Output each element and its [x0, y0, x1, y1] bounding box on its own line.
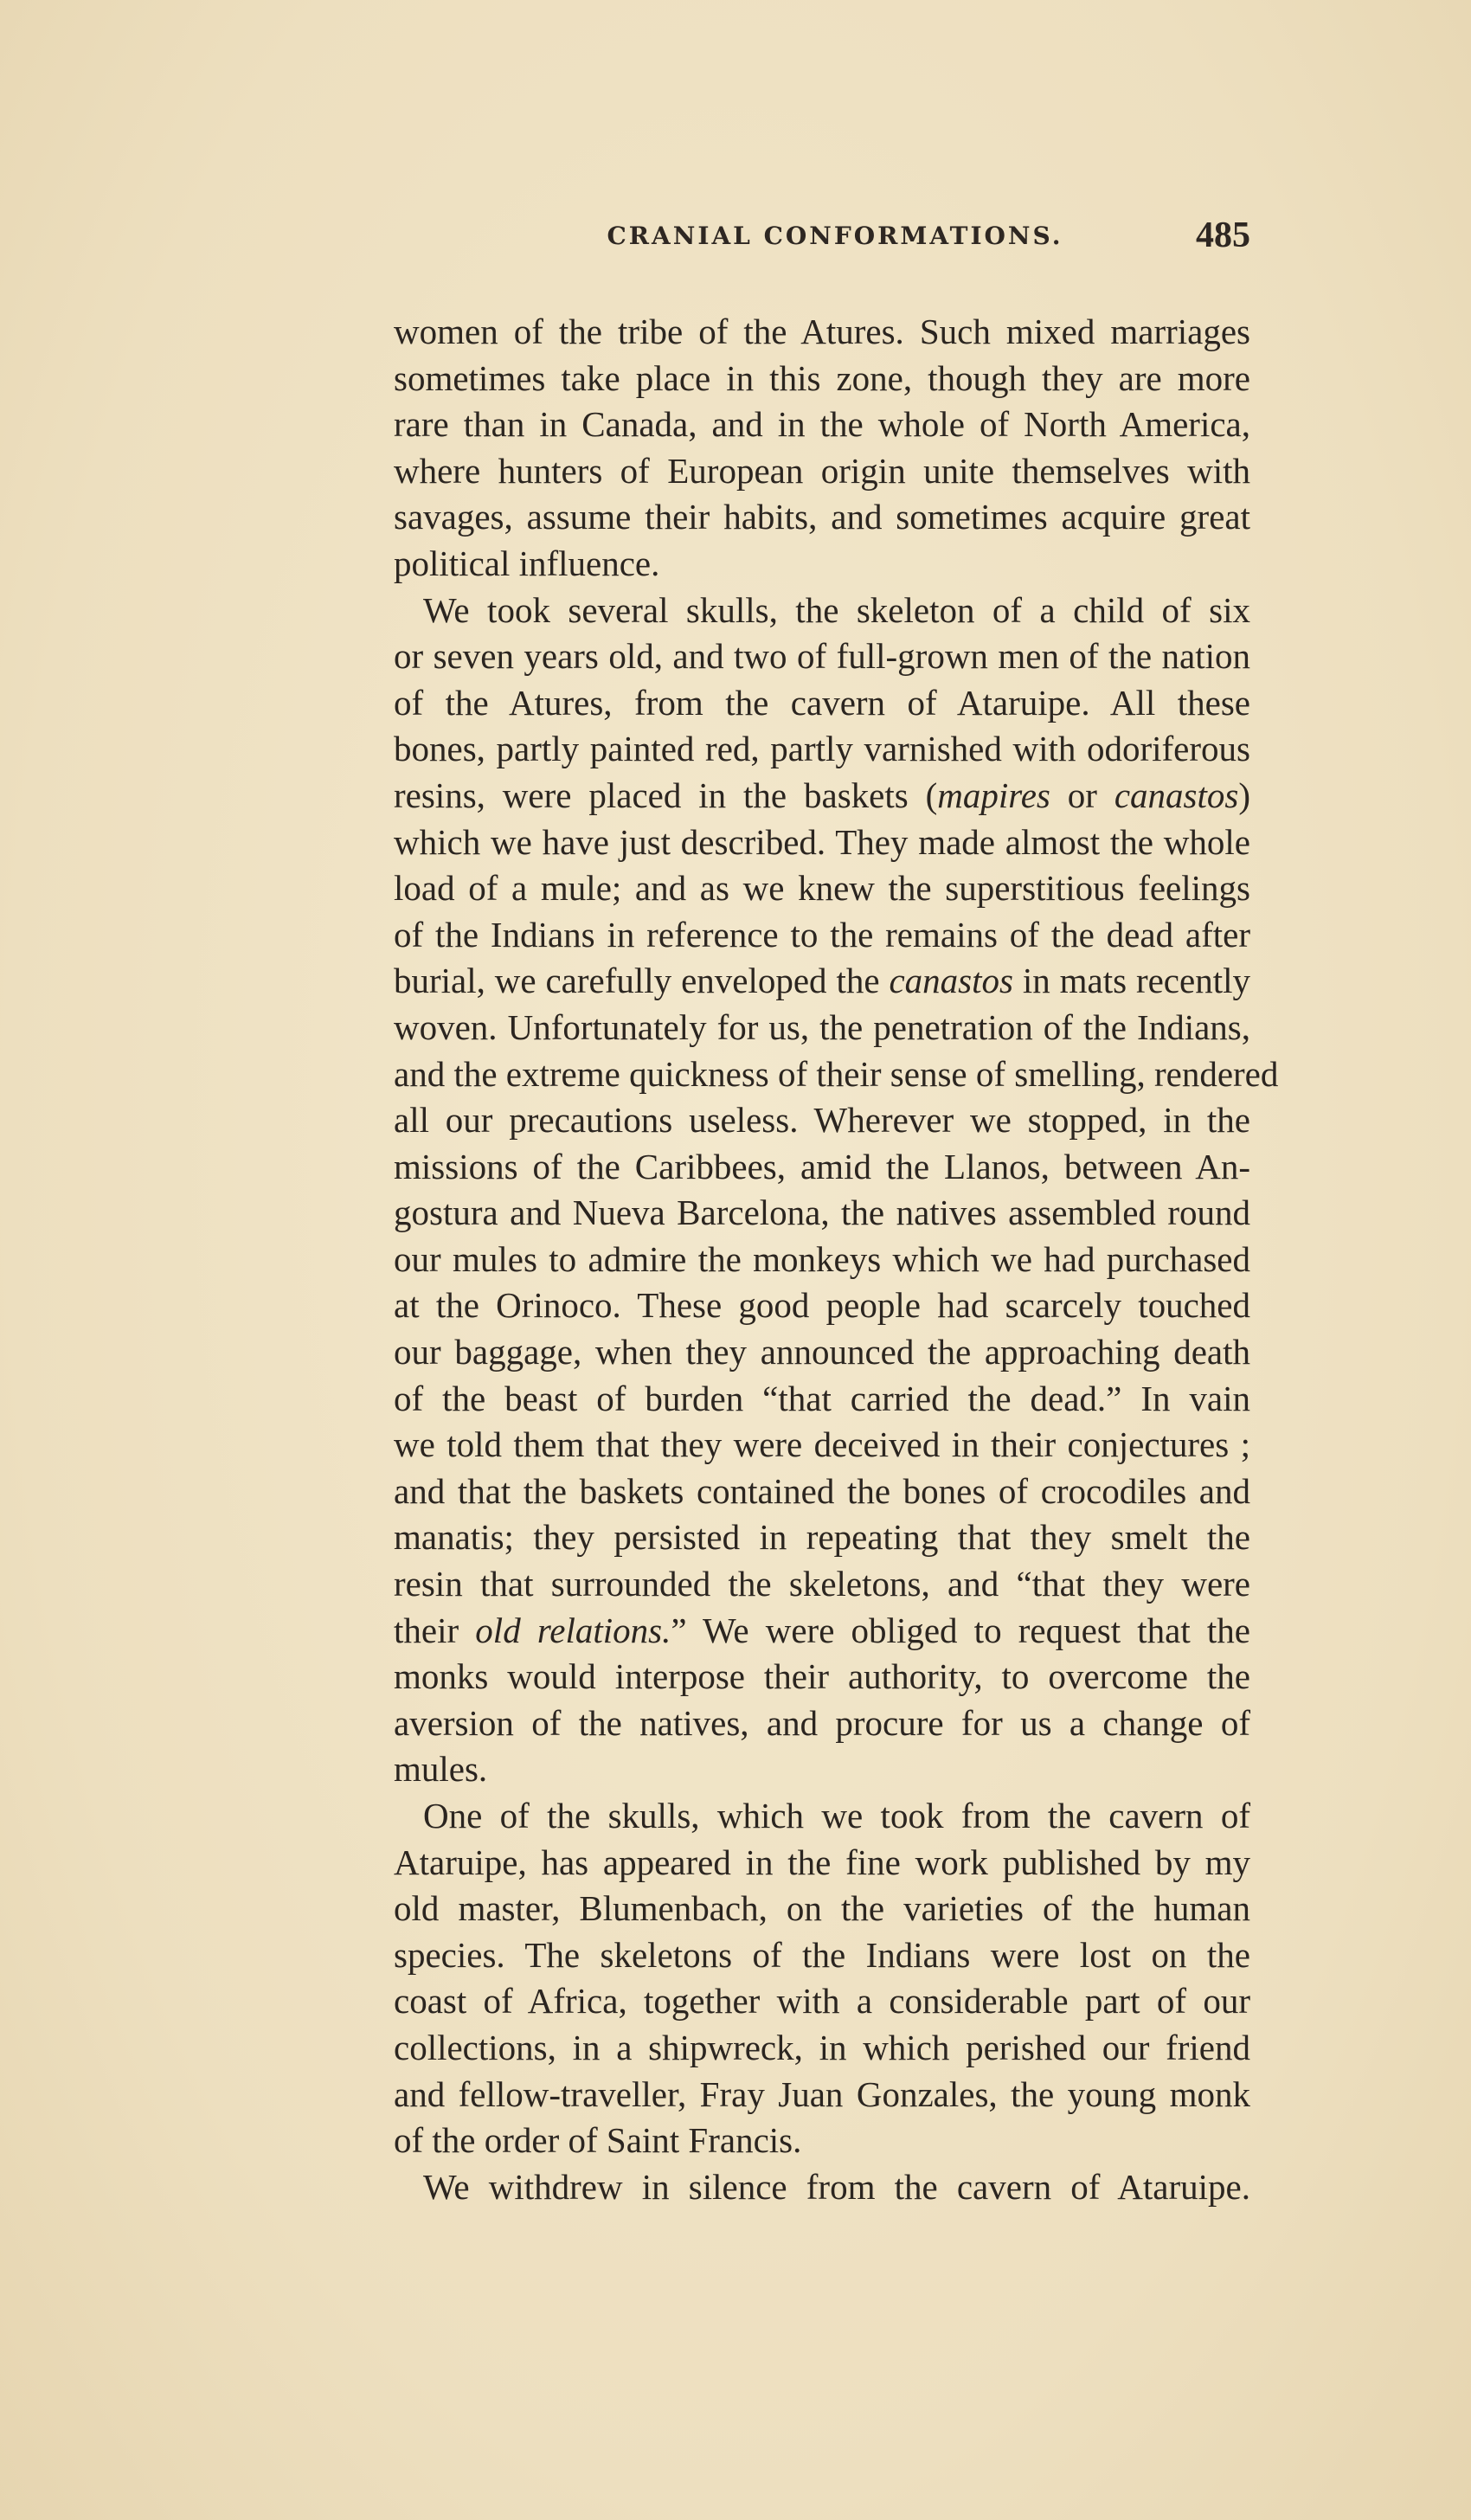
text-run: Ataruipe, has appeared in the fine work published by my	[394, 1842, 1250, 1882]
text-run: resins, were placed in the baskets (	[394, 775, 938, 815]
text-line	[394, 726, 1250, 773]
text-run: monks would interpose their authority, to overcome the	[394, 1656, 1250, 1697]
text-run: mules.	[394, 1749, 488, 1790]
text-line	[394, 1329, 1250, 1376]
text-line	[394, 1700, 1250, 1747]
text-line	[394, 1793, 1250, 1840]
text-line	[394, 1376, 1250, 1423]
text-run: or seven years old, and two of full-grown men of the nation	[394, 636, 1250, 677]
text-line	[394, 1005, 1250, 1051]
text-line	[394, 912, 1250, 959]
text-line	[394, 402, 1250, 448]
text-run: sometimes take place in this zone, though they are more	[394, 357, 1250, 398]
text-line	[394, 1978, 1250, 2025]
text-run: manatis; they persisted in repeating that they smelt the	[394, 1517, 1250, 1558]
text-line	[394, 1144, 1250, 1191]
text-line	[394, 1654, 1250, 1700]
text-run: where hunters of European origin unite themselves with	[394, 450, 1250, 491]
text-run: and that the baskets contained the bones of crocodiles and	[394, 1470, 1250, 1511]
text-line	[394, 958, 1250, 1005]
text-run: or	[1050, 775, 1114, 815]
text-run: savages, assume their habits, and sometimes acquire great	[394, 497, 1250, 537]
text-line	[394, 680, 1250, 727]
text-line	[394, 1422, 1250, 1469]
text-line	[394, 541, 1250, 588]
text-line	[394, 588, 1250, 634]
text-run: ” We were obliged to request that the	[671, 1610, 1251, 1650]
text-run: our baggage, when they announced the approaching death	[394, 1332, 1250, 1372]
text-line	[394, 2118, 1250, 2164]
italic-text: canastos	[1114, 775, 1239, 815]
italic-text: canastos	[889, 961, 1013, 1001]
text-line	[394, 494, 1250, 541]
text-line	[394, 1190, 1250, 1237]
text-run: of the beast of burden “that carried the dead.” In vain	[394, 1378, 1250, 1418]
text-line	[394, 1932, 1250, 1979]
text-run: We withdrew in silence from the cavern of Ataruipe.	[423, 2166, 1250, 2207]
text-line	[394, 1608, 1250, 1655]
text-line	[394, 2072, 1250, 2118]
running-title: CRANIAL CONFORMATIONS.	[607, 222, 1063, 250]
text-run: of the Atures, from the cavern of Ataruipe. All these	[394, 682, 1250, 723]
text-line	[394, 1282, 1250, 1329]
text-run: we told them that they were deceived in their conjectures ;	[394, 1424, 1250, 1465]
text-run: of the order of Saint Francis.	[394, 2120, 802, 2161]
text-run: woven. Unfortunately for us, the penetration of the Indians,	[394, 1006, 1250, 1047]
text-run: and fellow-traveller, Fray Juan Gonzales, the young monk	[394, 2073, 1250, 2114]
text-run: our mules to admire the monkeys which we had purchased	[394, 1238, 1250, 1279]
text-line	[394, 773, 1250, 820]
text-line	[394, 1561, 1250, 1608]
text-run: missions of the Caribbees, amid the Llanos, between An-	[394, 1146, 1250, 1186]
text-run: We took several skulls, the skeleton of a child of six	[423, 589, 1250, 630]
text-run: of the Indians in reference to the remains of the dead after	[394, 914, 1250, 955]
body-text	[394, 309, 1279, 2210]
text-run: at the Orinoco. These good people had scarcely touched	[394, 1285, 1250, 1326]
text-run: species. The skeletons of the Indians were lost on the	[394, 1934, 1250, 1975]
text-line	[394, 356, 1250, 402]
text-run: political influence.	[394, 543, 660, 583]
text-line	[394, 2164, 1250, 2211]
italic-text: old relations.	[475, 1610, 671, 1650]
text-line	[394, 820, 1250, 866]
text-line	[394, 1237, 1250, 1283]
text-run: aversion of the natives, and procure for us a change of	[394, 1702, 1250, 1743]
text-run: burial, we carefully enveloped the	[394, 961, 890, 1001]
text-run: and the extreme quickness of their sense of smelling, rendered	[394, 1053, 1279, 1094]
text-run: all our precautions useless. Wherever we stopped, in the	[394, 1100, 1250, 1141]
page-number: 485	[1196, 215, 1250, 255]
text-run: One of the skulls, which we took from the cavern of	[423, 1796, 1250, 1835]
text-run: old master, Blumenbach, on the varieties of the human	[394, 1888, 1250, 1929]
text-run: women of the tribe of the Atures. Such mixed marriages	[394, 312, 1250, 351]
italic-text: mapires	[937, 775, 1050, 815]
text-run: their	[394, 1610, 476, 1650]
text-line	[394, 1051, 1279, 1098]
text-run: which we have just described. They made almost the whole	[394, 821, 1250, 862]
text-run: rare than in Canada, and in the whole of North America,	[394, 404, 1250, 445]
text-run: resin that surrounded the skeletons, and “that they were	[394, 1564, 1250, 1604]
text-line	[394, 1469, 1250, 1515]
text-run: )	[1238, 775, 1250, 815]
text-run: coast of Africa, together with a considerable part of our	[394, 1981, 1250, 2022]
text-line	[394, 1886, 1250, 1932]
text-run: collections, in a shipwreck, in which perished our friend	[394, 2027, 1250, 2067]
text-run: load of a mule; and as we knew the superstitious feelings	[394, 868, 1250, 909]
page-header	[394, 215, 1250, 263]
text-line	[394, 1097, 1250, 1144]
text-line	[394, 633, 1250, 680]
text-run: bones, partly painted red, partly varnished with odoriferous	[394, 729, 1250, 769]
text-run: gostura and Nueva Barcelona, the natives assembled round	[394, 1192, 1250, 1233]
text-line	[394, 1514, 1250, 1561]
text-run: in mats recently	[1012, 961, 1250, 1001]
text-line	[394, 1746, 1250, 1793]
text-line	[394, 1840, 1250, 1887]
text-line	[394, 448, 1250, 495]
text-line	[394, 309, 1250, 356]
text-line	[394, 865, 1250, 912]
text-line	[394, 2025, 1250, 2072]
